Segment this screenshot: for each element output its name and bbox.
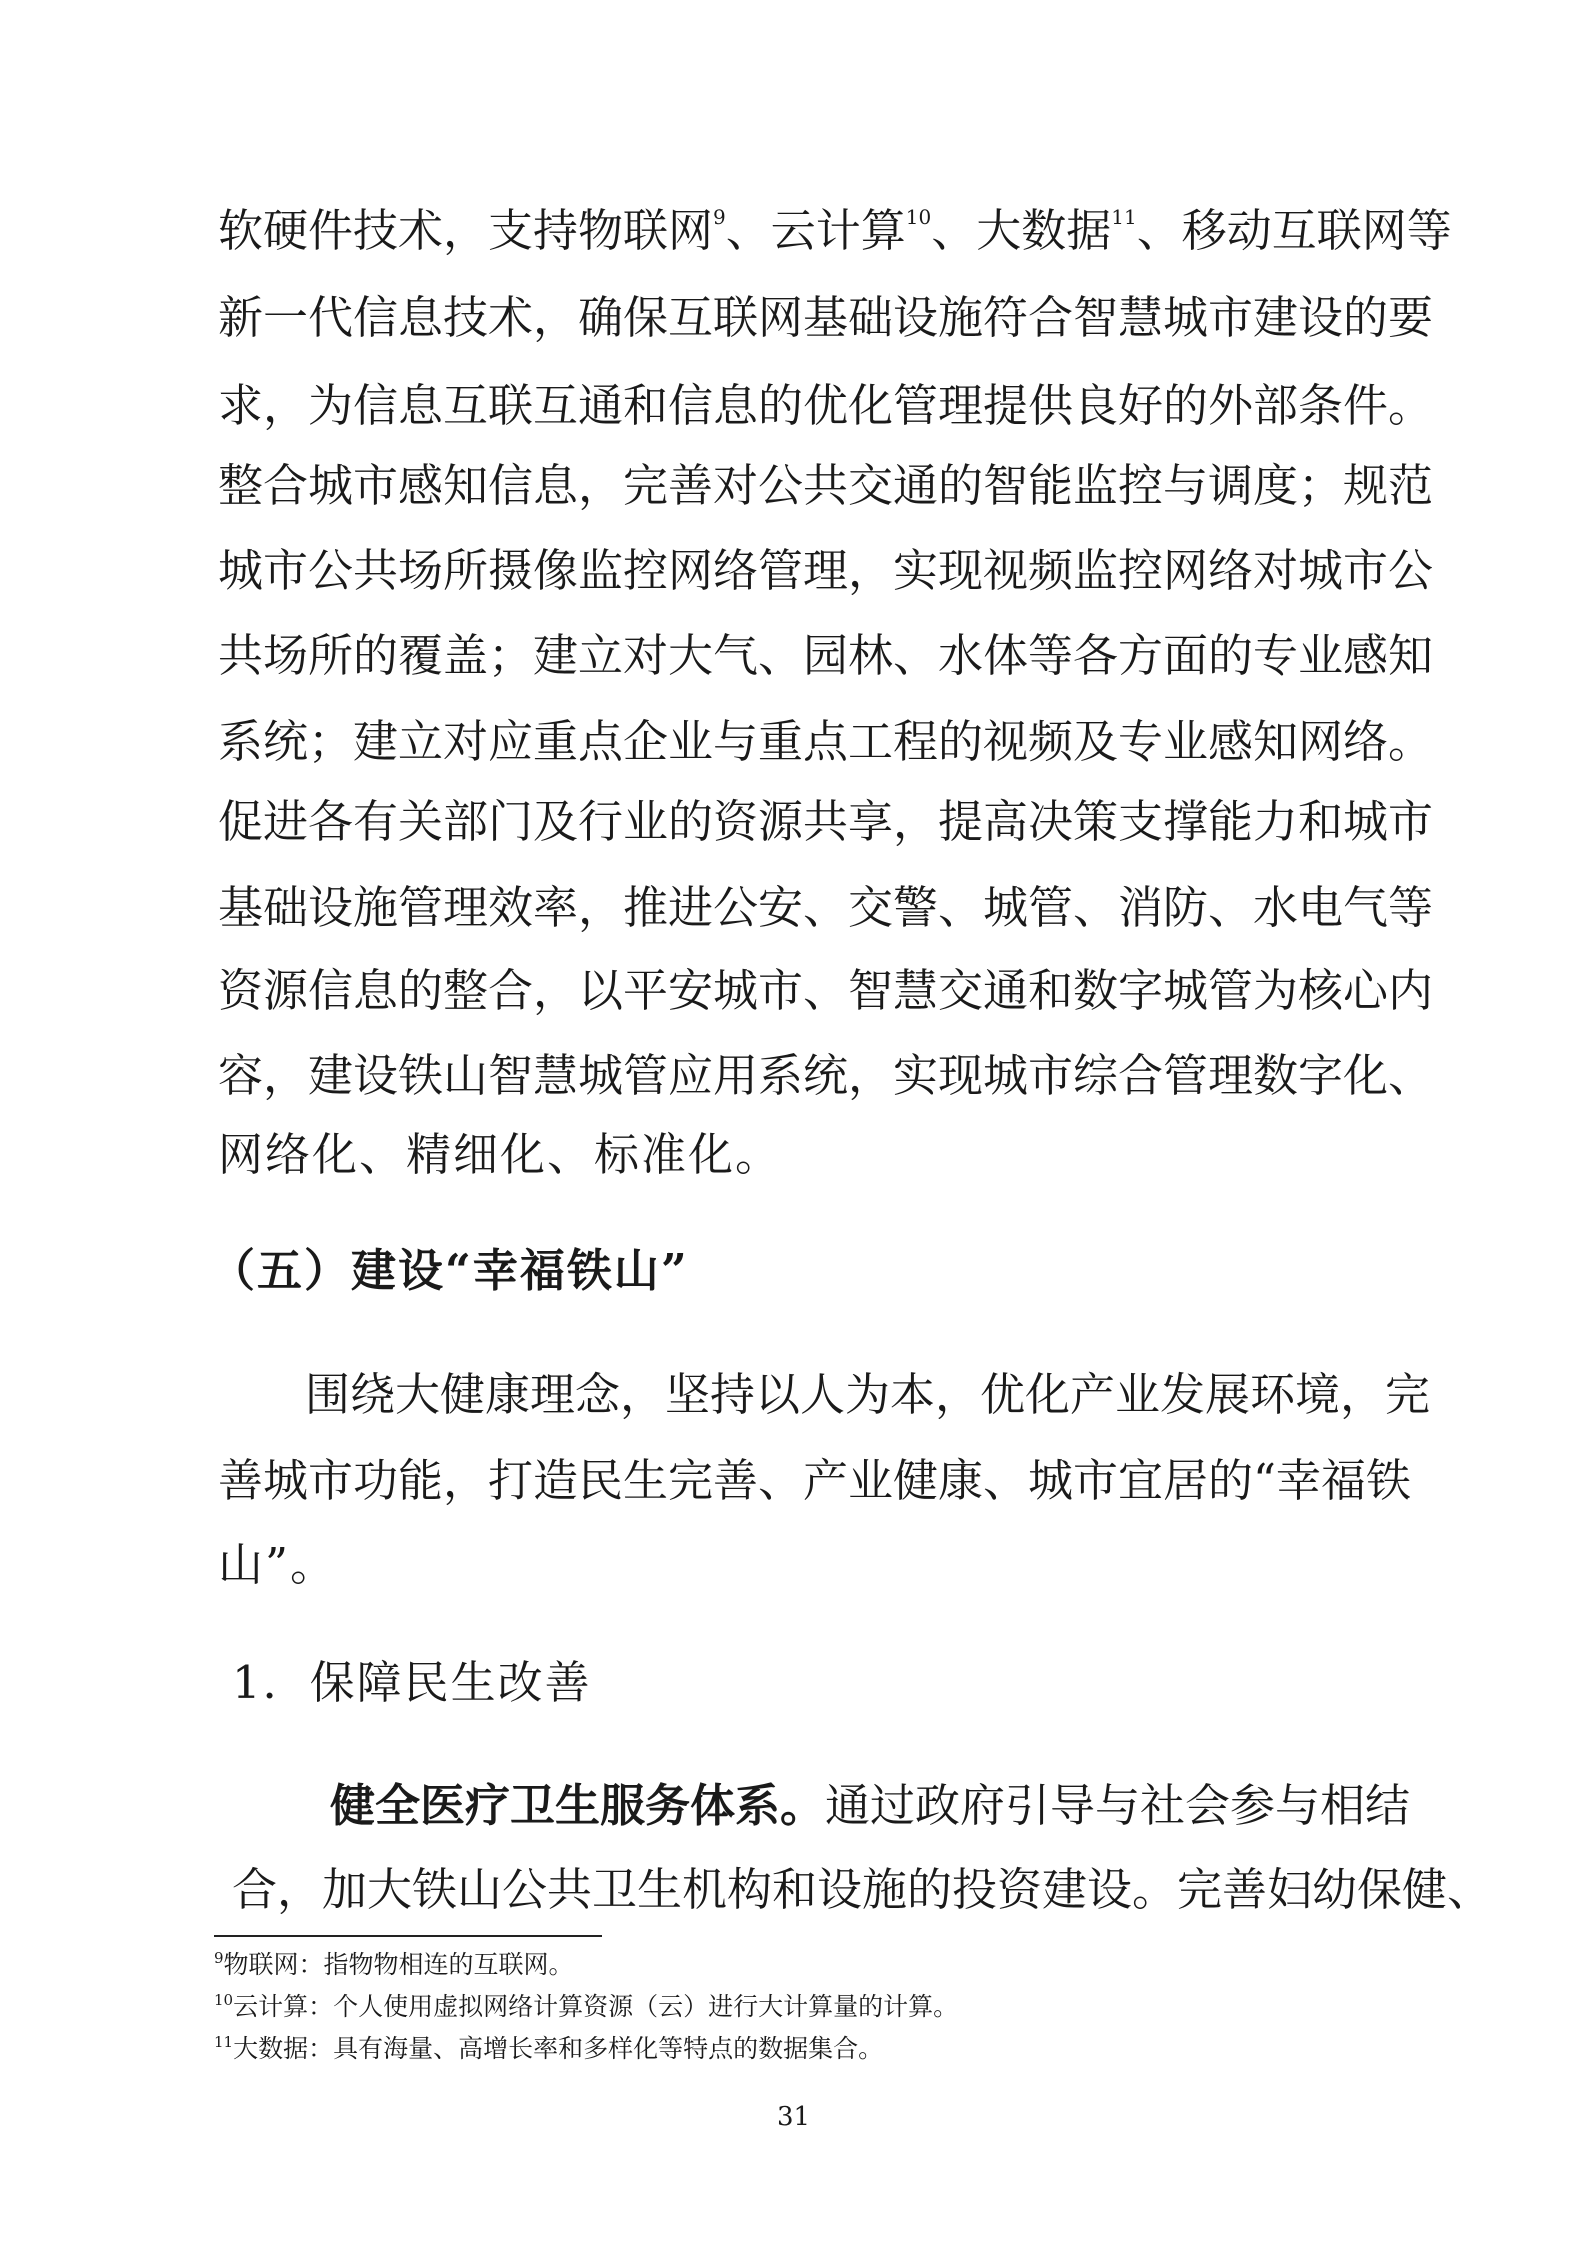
paragraph-line: 系统；建立对应重点企业与重点工程的视频及专业感知网络。 — [218, 715, 1434, 768]
text-run: 、云计算 — [725, 204, 906, 257]
paragraph-line: 促进各有关部门及行业的资源共享，提高决策支撑能力和城市 — [218, 795, 1434, 848]
paragraph-line: 围绕大健康理念，坚持以人为本，优化产业发展环境，完 — [305, 1368, 1431, 1421]
footnote-ref-11[interactable]: 11 — [1111, 205, 1137, 229]
footnote-number: 9 — [214, 1949, 224, 1967]
footnote-number: 10 — [214, 1991, 234, 2009]
bold-lead: 健全医疗卫生服务体系。 — [330, 1779, 826, 1832]
paragraph-line: 城市公共场所摄像监控网络管理，实现视频监控网络对城市公 — [218, 544, 1434, 597]
footnote-9 — [214, 1949, 574, 1979]
paragraph-line — [218, 204, 1452, 257]
paragraph-line: 求，为信息互联互通和信息的优化管理提供良好的外部条件。 — [218, 379, 1434, 432]
footnote-separator — [214, 1935, 602, 1937]
footnote-text: 云计算：个人使用虚拟网络计算资源（云）进行大计算量的计算。 — [233, 1992, 959, 2021]
footnote-ref-9[interactable]: 9 — [713, 205, 726, 229]
page-number: 31 — [776, 2102, 811, 2132]
footnote-ref-10[interactable]: 10 — [905, 205, 932, 229]
section-heading: （五）建设“幸福铁山” — [210, 1244, 689, 1297]
paragraph-line: 容，建设铁山智慧城管应用系统，实现城市综合管理数字化、 — [218, 1049, 1434, 1102]
paragraph-line: 整合城市感知信息，完善对公共交通的智能监控与调度；规范 — [218, 459, 1434, 512]
footnote-11 — [214, 2033, 884, 2063]
paragraph-line: 共场所的覆盖；建立对大气、园林、水体等各方面的专业感知 — [218, 629, 1434, 682]
paragraph-line: 资源信息的整合，以平安城市、智慧交通和数字城管为核心内 — [218, 964, 1434, 1017]
paragraph-line: 善城市功能，打造民生完善、产业健康、城市宜居的“幸福铁 — [218, 1454, 1412, 1507]
paragraph-line — [330, 1779, 1411, 1832]
subsection-heading: 1．保障民生改善 — [232, 1656, 592, 1709]
footnote-number: 11 — [214, 2033, 234, 2051]
text-run: 通过政府引导与社会参与相结 — [825, 1779, 1411, 1832]
text-run: 、移动互联网等 — [1136, 204, 1452, 257]
paragraph-line: 基础设施管理效率，推进公安、交警、城管、消防、水电气等 — [218, 881, 1434, 934]
text-run: 、大数据 — [931, 204, 1112, 257]
paragraph-line: 合，加大铁山公共卫生机构和设施的投资建设。完善妇幼保健、 — [232, 1863, 1493, 1916]
footnote-10 — [214, 1991, 959, 2021]
footnote-text: 大数据：具有海量、高增长率和多样化等特点的数据集合。 — [233, 2034, 884, 2063]
text-run: 软硬件技术，支持物联网 — [218, 204, 714, 257]
paragraph-line: 新一代信息技术，确保互联网基础设施符合智慧城市建设的要 — [218, 291, 1434, 344]
footnote-text: 物联网：指物物相连的互联网。 — [223, 1950, 574, 1979]
paragraph-line: 网络化、精细化、标准化。 — [218, 1128, 783, 1181]
paragraph-line: 山”。 — [218, 1538, 338, 1591]
